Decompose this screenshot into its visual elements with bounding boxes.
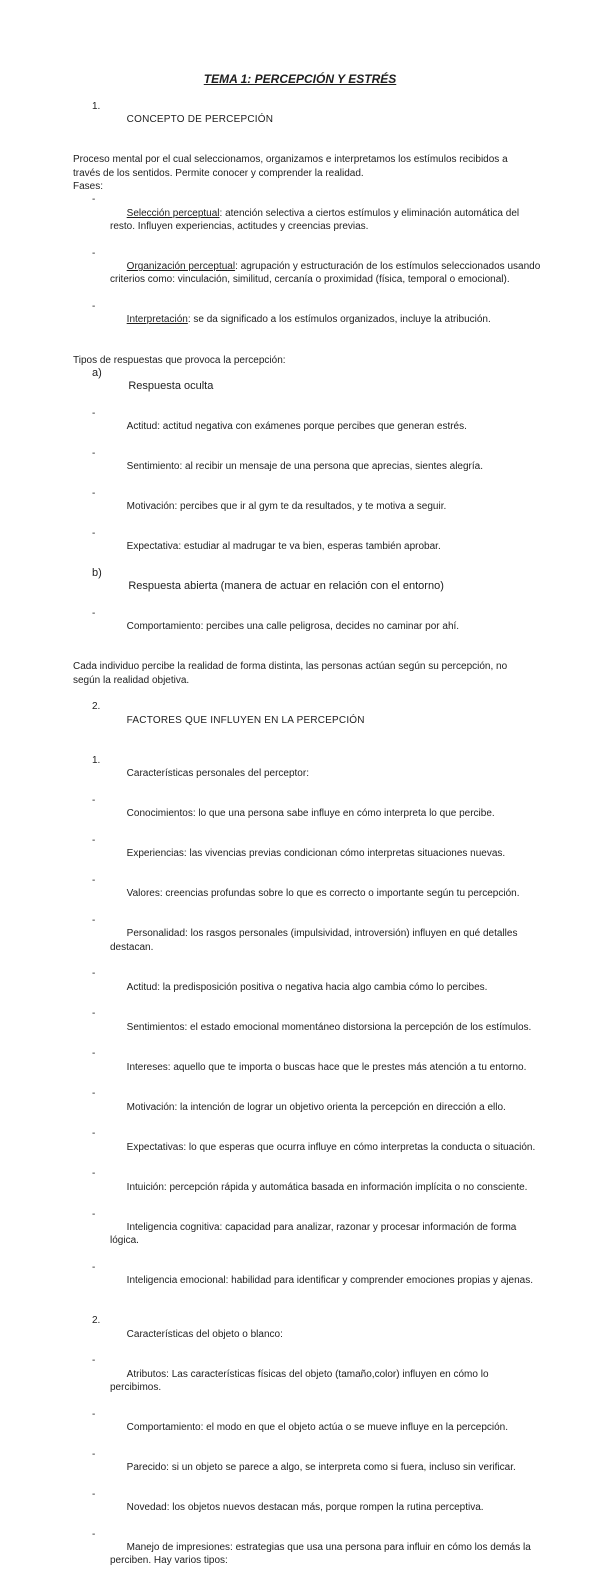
response-type-label: Respuesta abierta (manera de actuar en relación con el entorno): [128, 580, 444, 593]
list-item-text: Expectativa: estudiar al madrugar te va bien, esperas también aprobar.: [126, 541, 441, 553]
list-item: [73, 487, 543, 527]
list-item: [73, 794, 543, 834]
list-item-text: Intuición: percepción rápida y automática basada en información implícita o no consciente.: [126, 1181, 528, 1193]
phases-label: Fases:: [73, 181, 104, 193]
section-number: 2.: [92, 701, 101, 713]
bullet-dash: -: [92, 1088, 96, 1100]
list-item: [73, 607, 543, 647]
response-type-marker: a): [92, 366, 102, 379]
list-item: [73, 1354, 543, 1407]
factor-group-heading: [73, 754, 543, 794]
bullet-dash: -: [92, 1168, 96, 1180]
section-heading: [73, 100, 543, 140]
phase-item: [73, 300, 543, 340]
list-item-text: Actitud: la predisposición positiva o negativa hacia algo cambia cómo lo percibes.: [126, 981, 488, 993]
list-item-text: Motivación: percibes que ir al gym te da resultados, y te motiva a seguir.: [126, 501, 447, 513]
phase-text: : agrupación y estructuración de los estímulos seleccionados usando criterios como: vinculación, similitud, cercanía o proximidad (física, temporal o emocional).: [110, 261, 541, 286]
list-item: [73, 1261, 543, 1301]
list-item: [73, 914, 543, 967]
section-heading-text: CONCEPTO DE PERCEPCIÓN: [126, 114, 274, 126]
phase-text: : se da significado a los estímulos organizados, incluye la atribución.: [187, 314, 491, 326]
list-item-text: Manejo de impresiones: estrategias que usa una persona para influir en cómo los demás la perciben. Hay varios tipos:: [110, 1542, 531, 1567]
response-type-marker: b): [92, 567, 102, 580]
title-row: [0, 73, 600, 86]
responses-label: Tipos de respuestas que provoca la percepción:: [73, 354, 286, 366]
list-item-text: Comportamiento: el modo en que el objeto actúa o se mueve influye en la percepción.: [126, 1422, 509, 1434]
list-item: [73, 407, 543, 447]
bullet-dash: -: [92, 1008, 96, 1020]
factor-group-number: 1.: [92, 754, 101, 766]
list-item-text: Expectativas: lo que esperas que ocurra influye en cómo interpretas la conducta o situación.: [126, 1141, 536, 1153]
conclusion-paragraph: Cada individuo percibe la realidad de forma distinta, las personas actúan según su percepción, no según la realidad objetiva.: [73, 661, 508, 686]
bullet-dash: -: [92, 1448, 96, 1460]
list-item: [73, 1127, 543, 1167]
bullet-dash: -: [92, 487, 96, 499]
spacer: [73, 740, 543, 753]
list-item-text: Actitud: actitud negativa con exámenes porque percibes que generan estrés.: [126, 421, 467, 433]
phase-term: Selección perceptual: [126, 207, 220, 219]
bullet-dash: -: [92, 1128, 96, 1140]
bullet-dash: -: [92, 1528, 96, 1540]
phase-item: [73, 193, 543, 246]
spacer: [73, 140, 543, 153]
bullet-dash: -: [92, 247, 96, 259]
spacer: [73, 1301, 543, 1314]
list-item-text: Sentimientos: el estado emocional momentáneo distorsiona la percepción de los estímulos.: [126, 1021, 532, 1033]
response-type-heading: [73, 367, 543, 407]
factor-group-label: Características del objeto o blanco:: [126, 1328, 283, 1340]
list-item-text: Conocimientos: lo que una persona sabe influye en cómo interpreta lo que percibe.: [126, 808, 495, 820]
response-type-heading: [73, 567, 543, 607]
bullet-dash: -: [92, 874, 96, 886]
list-item-text: Comportamiento: percibes una calle peligrosa, decides no caminar por ahí.: [126, 621, 460, 633]
bullet-dash: -: [92, 834, 96, 846]
bullet-dash: -: [92, 794, 96, 806]
bullet-dash: -: [92, 1048, 96, 1060]
bullet-dash: -: [92, 1208, 96, 1220]
list-item-text: Motivación: la intención de lograr un objetivo orienta la percepción en dirección a ello.: [126, 1101, 506, 1113]
list-item: [73, 1208, 543, 1261]
bullet-dash: -: [92, 527, 96, 539]
list-item: [73, 874, 543, 914]
list-item-text: Intereses: aquello que te importa o buscas hace que le prestes más atención a tu entorno.: [126, 1061, 527, 1073]
list-item: [73, 1528, 543, 1581]
bullet-dash: -: [92, 968, 96, 980]
list-item: [73, 967, 543, 1007]
phase-term: Organización perceptual: [126, 261, 236, 273]
bullet-dash: -: [92, 447, 96, 459]
list-item: [73, 1488, 543, 1528]
phase-term: Interpretación: [126, 314, 188, 326]
list-item: [73, 527, 543, 567]
bullet-dash: -: [92, 407, 96, 419]
bullet-dash: -: [92, 914, 96, 926]
list-item: [73, 1448, 543, 1488]
spacer: [73, 87, 543, 100]
phase-text: : atención selectiva a ciertos estímulos y eliminación automática del resto. Influyen experiencias, actitudes y creencias previas.: [110, 207, 520, 233]
spacer: [73, 340, 543, 353]
document-title: TEMA 1: PERCEPCIÓN Y ESTRÉS: [203, 72, 397, 87]
phase-item: [73, 247, 543, 300]
factor-group-number: 2.: [92, 1315, 101, 1327]
factor-group-label: Características personales del perceptor:: [126, 768, 309, 780]
section-number: 1.: [92, 100, 101, 112]
list-item: [73, 1047, 543, 1087]
spacer: [73, 687, 543, 700]
response-type-label: Respuesta oculta: [128, 380, 214, 393]
list-item: [73, 1408, 543, 1448]
list-item-text: Inteligencia cognitiva: capacidad para analizar, razonar y procesar información de forma lógica.: [110, 1221, 517, 1247]
bullet-dash: -: [92, 1408, 96, 1420]
spacer: [73, 647, 543, 660]
list-item-text: Personalidad: los rasgos personales (impulsividad, introversión) influyen en qué detalles destacan.: [110, 928, 518, 953]
factor-group-heading: [73, 1314, 543, 1354]
bullet-dash: -: [92, 301, 96, 313]
bullet-dash: -: [92, 1488, 96, 1500]
bullet-dash: -: [92, 194, 96, 206]
list-item: [73, 1087, 543, 1127]
intro-paragraph: Proceso mental por el cual seleccionamos, organizamos e interpretamos los estímulos recibidos a través de los sentidos. Permite conocer y comprender la realidad.: [73, 154, 508, 179]
document-body: [73, 73, 543, 1581]
bullet-dash: -: [92, 1261, 96, 1273]
section-heading-text: FACTORES QUE INFLUYEN EN LA PERCEPCIÓN: [126, 714, 365, 726]
list-item-text: Inteligencia emocional: habilidad para identificar y comprender emociones propias y ajenas.: [126, 1275, 534, 1287]
list-item: [73, 447, 543, 487]
section-heading: [73, 700, 543, 740]
list-item: [73, 1167, 543, 1207]
list-item-text: Experiencias: las vivencias previas condicionan cómo interpretas situaciones nuevas.: [126, 848, 506, 860]
list-item-text: Sentimiento: al recibir un mensaje de una persona que aprecias, sientes alegría.: [126, 461, 483, 473]
list-item-text: Valores: creencias profundas sobre lo que es correcto o importante según tu percepción.: [126, 888, 520, 900]
list-item: [73, 1007, 543, 1047]
bullet-dash: -: [92, 608, 96, 620]
bullet-dash: -: [92, 1355, 96, 1367]
list-item-text: Novedad: los objetos nuevos destacan más, porque rompen la rutina perceptiva.: [126, 1502, 484, 1514]
list-item-text: Atributos: Las características físicas del objeto (tamaño,color) influyen en cómo lo percibimos.: [110, 1368, 489, 1393]
list-item-text: Parecido: si un objeto se parece a algo, se interpreta como si fuera, incluso sin verificar.: [126, 1462, 516, 1474]
list-item: [73, 834, 543, 874]
